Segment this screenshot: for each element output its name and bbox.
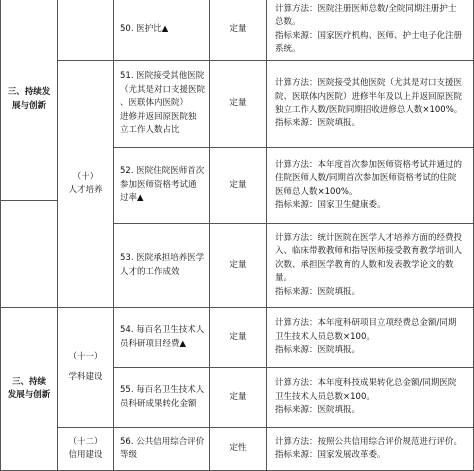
type-cell (210, 428, 267, 471)
indicator-cell (114, 224, 210, 308)
note-line: 指标来源：国家卫生健康委。 (275, 199, 386, 210)
section-label: 展与创新 (11, 100, 46, 111)
section-cell (0, 0, 58, 201)
indicator-text: 52. 医院住院医师首次 (120, 166, 205, 177)
indicator-text: 55. 每百名卫生技术人 (120, 385, 205, 396)
indicator-text: 员科研项目经费▲ (120, 338, 187, 349)
note-line: 计算方法：本年度科技成果转化总金额/同期医院 (275, 378, 457, 389)
indicator-cell (114, 428, 210, 471)
type-cell (210, 224, 267, 308)
type-text: 定量 (229, 259, 247, 270)
note-line: 指标来源：医院填报。 (275, 405, 361, 416)
indicator-text: 立工作人数占比 (120, 125, 180, 136)
indicator-text: 参加医师资格考试通 (120, 179, 197, 190)
type-text: 定量 (229, 391, 247, 402)
section-label: 发展与创新 (7, 390, 51, 400)
note-line: 指标来源：国家发展改革委。 (275, 450, 386, 460)
note-cell (267, 0, 474, 61)
section-cell (0, 308, 58, 471)
type-text: 定量 (229, 23, 247, 34)
note-line: 医师总人数×100%。 (275, 186, 358, 197)
category-cell (58, 428, 114, 471)
note-line: 院、医联体内医院）进修半年及以上并返回原医院 (275, 91, 463, 102)
indicator-text: 53. 医院承担培养医学 (120, 253, 205, 264)
indicator-cell (114, 0, 210, 61)
category-label: （十） (72, 171, 99, 182)
category-label: 学科建设 (68, 371, 103, 382)
note-line: 量。 (275, 273, 293, 284)
category-cell (58, 61, 114, 308)
indicator-text: 、医联体内医院） (120, 98, 189, 109)
note-line: 计算方法：本年度科研项目立项经费总金额/同期 (275, 318, 457, 329)
type-text: 定性 (229, 443, 247, 454)
note-line: 指标来源：医院填报。 (275, 286, 361, 297)
note-cell (267, 368, 474, 428)
indicator-cell (114, 368, 210, 428)
category-label: （十一） (68, 352, 103, 363)
note-line: 总数。 (275, 17, 301, 28)
type-cell (210, 148, 267, 224)
type-text: 定量 (229, 179, 247, 190)
indicator-cell (114, 61, 210, 148)
indicator-cell (114, 308, 210, 368)
category-cell (58, 0, 114, 61)
type-cell (210, 61, 267, 148)
indicator-text: （尤其是对口支援医院 (120, 84, 206, 95)
note-line: 计算方法：医院注册医师总数/全院同期注册护士 (275, 3, 457, 14)
type-cell (210, 308, 267, 368)
note-cell (267, 308, 474, 368)
indicator-text: 51. 医院接受其他医院 (120, 71, 205, 82)
indicator-text: 人才的工作成效 (120, 266, 180, 277)
section-label: 三、持续发 (7, 87, 51, 98)
indicator-text: 56. 公共信用综合评价 (120, 436, 205, 447)
indicator-text: 50. 医护比▲ (120, 23, 169, 34)
note-line: 指标来源：国家医疗机构、医师、护士电子化注册 (275, 30, 463, 41)
note-line: 卫生技术人员总数×100。 (275, 331, 375, 342)
indicator-text: 员科研成果转化金额 (120, 398, 197, 409)
note-line: 系统。 (275, 43, 301, 54)
note-line: 指标来源：医院填报。 (275, 345, 361, 356)
note-line: 独立工作人数/医院同期招收进修总人数×100%。 (275, 105, 463, 115)
type-cell (210, 0, 267, 61)
type-text: 定量 (229, 98, 247, 109)
section-label: 三、持续 (11, 376, 46, 387)
note-cell (267, 428, 474, 471)
type-cell (210, 368, 267, 428)
category-label: 人才培养 (68, 185, 103, 195)
note-line: 指标来源：医院填报。 (275, 118, 361, 129)
indicator-text: 过率▲ (120, 193, 144, 204)
section-cell (0, 201, 58, 308)
note-line: 计算方法：统计医院在医学人才培养方面的经费投 (275, 232, 463, 243)
note-line: 计算方法：本年度首次参加医师资格考试并通过的 (275, 159, 463, 170)
indicator-text: 54. 每百名卫生技术人 (120, 325, 205, 336)
indicator-text: 进修并返回原医院独 (120, 111, 197, 122)
category-label: 信用建设 (68, 450, 103, 460)
note-line: 次数、承担医学教育的人数和发表教学论文的数 (275, 259, 454, 270)
category-cell (58, 308, 114, 428)
note-cell (267, 148, 474, 224)
note-line: 计算方法：医院接受其他医院（尤其是对口支援医 (275, 78, 463, 89)
category-label: （十二） (68, 436, 103, 447)
type-text: 定量 (229, 331, 247, 342)
note-line: 入、临床带教教师和指导医师接受教育教学培训人 (275, 246, 463, 257)
note-cell (267, 224, 474, 308)
indicator-text: 等级 (120, 450, 138, 460)
note-cell (267, 61, 474, 148)
note-line: 住院医师人数/同期首次参加医师资格考试的住院 (275, 173, 457, 184)
indicator-cell (114, 148, 210, 224)
note-line: 计算方法：按照公共信用综合评价规范进行评价。 (275, 436, 463, 447)
note-line: 卫生技术人员总数×100。 (275, 391, 375, 402)
